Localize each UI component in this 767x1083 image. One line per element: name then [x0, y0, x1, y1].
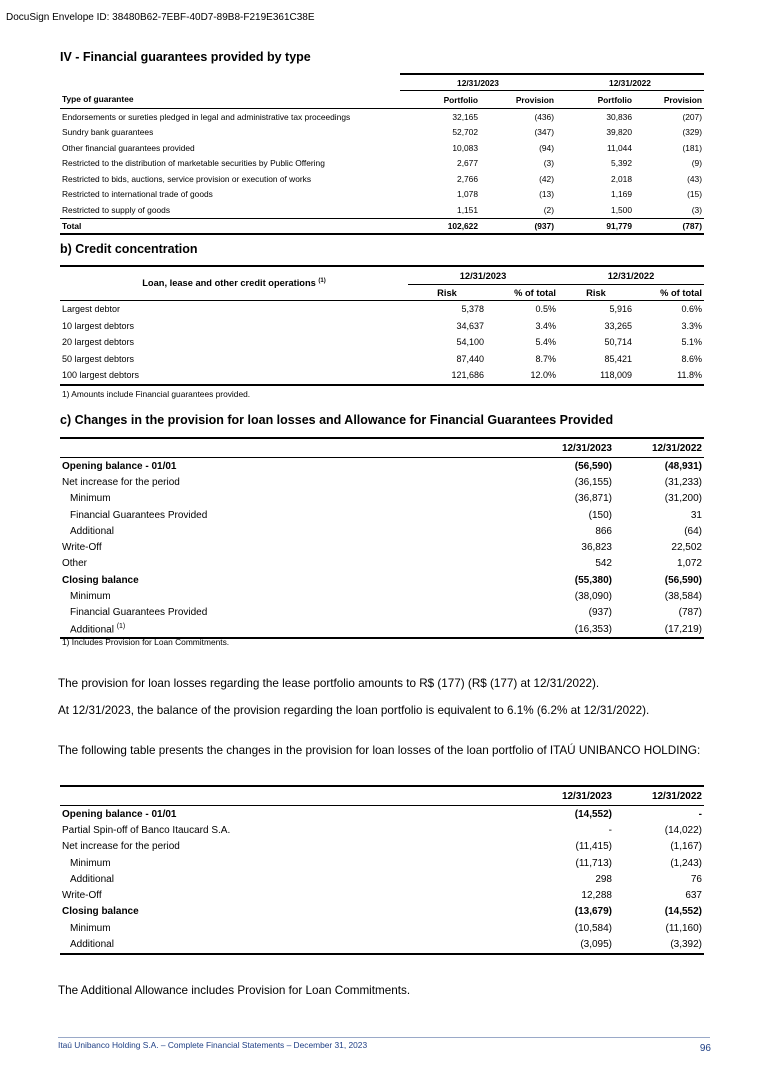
col-provision: Provision	[634, 91, 704, 109]
table-row: Endorsements or sureties pledged in legal and administrative tax proceedings 32,165 (436) 30,836 (207)	[62, 111, 702, 122]
table-row: 20 largest debtors 54,100 5.4% 50,714 5.1%	[62, 337, 702, 348]
table-row: Partial Spin-off of Banco Itaucard S.A. - (14,022)	[62, 824, 702, 836]
table-row: 50 largest debtors 87,440 8.7% 85,421 8.6%	[62, 353, 702, 364]
table-row: Net increase for the period (36,155) (31,233)	[62, 476, 702, 488]
paragraph-intro-table: The following table presents the changes in the provision for loan losses of the loan portfolio of ITAÚ UNIBANCO HOLDING:	[58, 744, 701, 757]
table-row: Minimum (36,871) (31,200)	[70, 493, 702, 505]
table-row: Additional 298 76	[70, 873, 702, 885]
col-pct: % of total	[486, 285, 558, 301]
paragraph-balance: At 12/31/2023, the balance of the provision regarding the loan portfolio is equivalent to 6.1% (6.2% at 12/31/2022).	[58, 704, 650, 717]
period-2023: 12/31/2023	[510, 438, 614, 458]
table-row: 100 largest debtors 121,686 12.0% 118,009 11.8%	[60, 367, 704, 385]
table-row: Restricted to supply of goods 1,151 (2) 1,500 (3)	[62, 204, 702, 215]
table-row: Minimum (11,713) (1,243)	[70, 857, 702, 869]
table-row: Largest debtor 5,378 0.5% 5,916 0.6%	[62, 304, 702, 315]
col-risk: Risk	[408, 285, 486, 301]
col-portfolio: Portfolio	[556, 91, 634, 109]
period-2022: 12/31/2022	[556, 74, 704, 91]
table-row: Opening balance - 01/01 (14,552) -	[62, 808, 702, 820]
col-type: Type of guarantee	[60, 91, 400, 109]
period-2023: 12/31/2023	[510, 786, 614, 806]
period-2023: 12/31/2023	[400, 74, 556, 91]
section-b-title: b) Credit concentration	[60, 242, 198, 256]
table-row: Minimum (10,584) (11,160)	[70, 922, 702, 934]
section-c-note: 1) Includes Provision for Loan Commitments.	[62, 637, 230, 647]
table-row: Restricted to the distribution of marketable securities by Public Offering 2,677 (3) 5,392 (9)	[62, 158, 702, 169]
footer-divider	[58, 1037, 710, 1038]
envelope-id: DocuSign Envelope ID: 38480B62-7EBF-40D7-89B8-F219E361C38E	[6, 12, 315, 23]
table-row: Restricted to international trade of goods 1,078 (13) 1,169 (15)	[62, 189, 702, 200]
section-iv-title: IV - Financial guarantees provided by type	[60, 50, 311, 64]
total-row: Total 102,622 (937) 91,779 (787)	[60, 218, 704, 234]
table-row: 10 largest debtors 34,637 3.4% 33,265 3.3%	[62, 320, 702, 331]
table-row: Other financial guarantees provided 10,083 (94) 11,044 (181)	[62, 142, 702, 153]
paragraph-additional: The Additional Allowance includes Provision for Loan Commitments.	[58, 984, 411, 997]
table-row: Write-Off 36,823 22,502	[62, 542, 702, 554]
loan-portfolio-provision-table	[60, 785, 704, 955]
period-2022: 12/31/2022	[614, 438, 704, 458]
table-row: Other 542 1,072	[62, 558, 702, 570]
table-row: Additional (3,095) (3,392)	[60, 936, 704, 953]
table-row: Additional $^{(1)}$ (16,353) (17,219)	[60, 621, 704, 638]
section-b-note: 1) Amounts include Financial guarantees provided.	[62, 389, 251, 399]
guarantees-table	[60, 73, 704, 235]
table-row: Closing balance (55,380) (56,590)	[62, 574, 702, 586]
table-row: Financial Guarantees Provided (150) 31	[70, 509, 702, 521]
col-portfolio: Portfolio	[400, 91, 480, 109]
table-row: Sundry bank guarantees 52,702 (347) 39,820 (329)	[62, 127, 702, 138]
col-provision: Provision	[480, 91, 556, 109]
footer-text: Itaú Unibanco Holding S.A. – Complete Financial Statements – December 31, 2023	[58, 1040, 368, 1050]
col-risk: Risk	[558, 285, 634, 301]
table-row: Opening balance - 01/01 (56,590) (48,931)	[62, 460, 702, 472]
period-2022: 12/31/2022	[558, 266, 704, 285]
credit-concentration-table	[60, 265, 704, 386]
page-number: 96	[699, 1043, 711, 1054]
table-row: Additional 866 (64)	[70, 525, 702, 537]
table-row: Restricted to bids, auctions, service provision or execution of works 2,766 (42) 2,018 (43)	[62, 173, 702, 184]
table-row: Financial Guarantees Provided (937) (787)	[70, 607, 702, 619]
table-row: Write-Off 12,288 637	[62, 890, 702, 902]
table-row: Minimum (38,090) (38,584)	[70, 591, 702, 603]
col-loan-label: Loan, lease and other credit operations $^{(1)}$	[60, 266, 408, 301]
paragraph-lease: The provision for loan losses regarding the lease portfolio amounts to R$ (177) (R$ (177) at 12/31/2022).	[58, 677, 600, 690]
col-pct: % of total	[634, 285, 704, 301]
section-c-title: c) Changes in the provision for loan losses and Allowance for Financial Guarantees Provided	[60, 413, 614, 427]
table-row: Closing balance (13,679) (14,552)	[62, 906, 702, 918]
provision-changes-table	[60, 437, 704, 639]
period-2023: 12/31/2023	[408, 266, 558, 285]
period-2022: 12/31/2022	[614, 786, 704, 806]
table-row: Net increase for the period (11,415) (1,167)	[62, 841, 702, 853]
